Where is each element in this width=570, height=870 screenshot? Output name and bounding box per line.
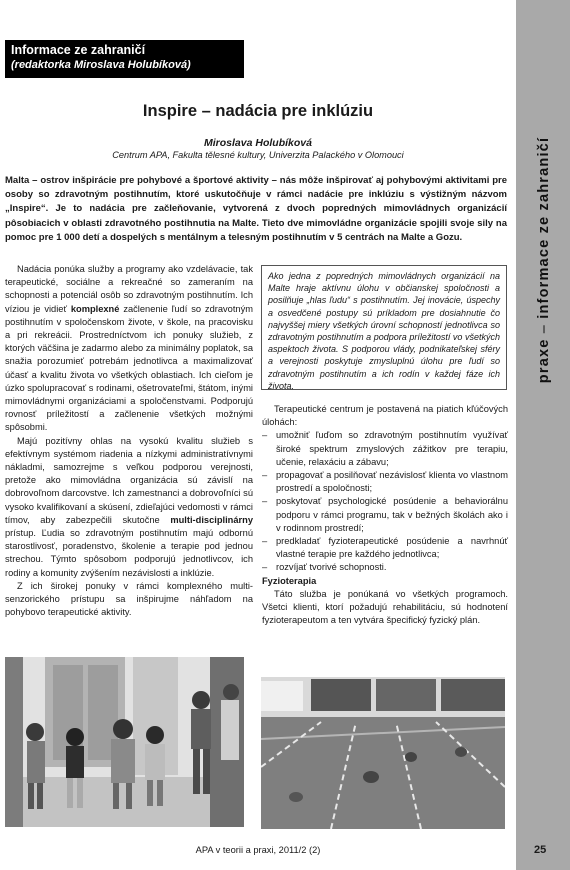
section-header xyxy=(5,40,244,78)
photo-hydrotherapy-pool xyxy=(261,677,505,829)
page-number: 25 xyxy=(534,844,547,856)
list-item: – poskytovať psychologické posúdenie a behaviorálnu podporu v rámci programu, tak v bežných školách ako i v rodinnom prostredí; xyxy=(262,495,508,535)
paragraph: Majú pozitívny ohlas na vysokú kvalitu služieb s efektívnym systémom riadenia a nízkymi administratívnymi nákladmi, samozrejme s veľkou podporou verejnosti, pretože ako mimovládna organizácia sú závislí na dobrovoľnom darcovstve. Ich zamestnanci a dobrovoľníci sú vysoko kvalifikovaní a skúsení, zdieľajúci vedomosti v rámci tímov, aby zabezpečili skutočne multi-disciplinárny prístup. Ľudia so zdravotným postihnutím majú odbornú starostlivosť, poradenstvo, školenie a terapie pod jednou strechou. Týmto spôsobom podporujú jednotlivcov, ich rodiny a komunity zvýšením nezávislosti a inklúzie. xyxy=(5,435,253,578)
pull-quote: Ako jedna z popredných mimovládnych organizácií na Malte hraje aktívnu úlohu v občianskej spoločnosti a posilňuje „hlas ľudu“ s postihnutím. Jej inovácie, úspechy a osvedčené postupy sú príkladom pre dosiahnutie čo najvyššej miery všetkých úrovní schopností jednotlivca so zdravotným postihnutím a podpora príležitostí vo všetkých aspektoch života. S podporou vlády, podnikateľskej sféry a verejnosti poskytuje zmysluplnú úlohu pre ľudí so zdravotným postihnutím a ich rodín v každej fáze ich života. xyxy=(261,265,507,390)
left-column xyxy=(5,263,253,619)
section-title: Informace ze zahraničí xyxy=(11,43,146,57)
paragraph: Terapeutické centrum je postavená na piatich kľúčových úlohách: xyxy=(262,404,508,428)
list-item: – predkladať fyzioterapeutické posúdenie a navrhnúť vlastné terapie pre každého jednotlivca; xyxy=(262,535,508,561)
paragraph: Táto služba je ponúkaná vo všetkých programoch. Všetci klienti, ktorí požadujú rehabilitáciu, sú hodnotení fyzioterapeutom a ten vytvára špecifický fyzický plán. xyxy=(262,588,508,626)
paragraph: Z ich širokej ponuky v rámci komplexného multi-senzorického prístupu sa inšpirujme náhľadom na pohybovo terapeutické aktivity. xyxy=(5,580,253,618)
subheading: Fyzioterapia xyxy=(262,575,317,586)
article-title: Inspire – nadácia pre inklúziu xyxy=(142,102,374,120)
list-item: – propagovať a posilňovať nezávislosť klienta vo vlastnom prostredí a spoločnosti; xyxy=(262,469,508,495)
right-column xyxy=(262,403,508,627)
side-tab xyxy=(516,0,570,870)
list-item: – rozvíjať tvorivé schopnosti. xyxy=(262,561,508,574)
section-label: praxe – informace ze zahraničí xyxy=(536,136,552,384)
section-editor: (redaktorka Miroslava Holubíková) xyxy=(11,59,191,71)
list-item: – umožniť ľuďom so zdravotným postihnutím využívať široké spektrum zmyslových zážitkov pre terapiu, učenie, relaxáciu a zábavu; xyxy=(262,429,508,469)
paragraph: Nadácia ponúka služby a programy ako vzdelávacie, tak terapeutické, sociálne a rekreačné so zameraním na schopnosti a potenciál osôb so zdravotným postihnutím. Ich víziou je vidieť komplexné začlenenie ľudí so zdravotným postihnutím v spoločenskom živote, v škole, na pracovisku a pri rekreácii. Prostredníctvom ich ponuky služieb, z ktorých väčšina je zadarmo alebo za minimálny poplatok, sa snažia porozumieť potrebám jednotlivca a maximalizovať účasť a kvalitu života vo všetkých oblastiach. Ich cieľom je úzko spolupracovať s rodinami, ošetrovateľmi, štátom, inými mimovládnymi organizáciami a spoločenstvami. Podporujú rovnosť príležitostí a začlenenie všetkých možnými spôsobmi. xyxy=(5,264,253,433)
author-affiliation: Centrum APA, Fakulta tělesné kultury, Univerzita Palackého v Olomouci xyxy=(112,150,404,160)
journal-footer: APA v teorii a praxi, 2011/2 (2) xyxy=(195,845,321,855)
lead-paragraph: Malta – ostrov inšpirácie pre pohybové a športové aktivity – nás môže inšpirovať aj pohybovými aktivitami pre osoby so zdravotným postihnutím, ktoré uskutočňuje v rámci nadácie pre inklúziu s výstižným názvom „Inspire“. Je to nadácia pre začleňovanie, vytvorená z dvoch popredných mimovládnych organizácií pôsobiacich v oblasti zdravotného postihnutia na Malte. Tieto dve mimovládne organizácie spojili svoje sily na pomoc pre 1 000 detí a dospelých s mentálnym a telesným postihnutím v 5 centrách na Malte a Gozu. xyxy=(5,175,507,243)
photo-children-dancing xyxy=(5,657,244,827)
author-name: Miroslava Holubíková xyxy=(204,137,312,149)
task-list xyxy=(262,429,508,574)
